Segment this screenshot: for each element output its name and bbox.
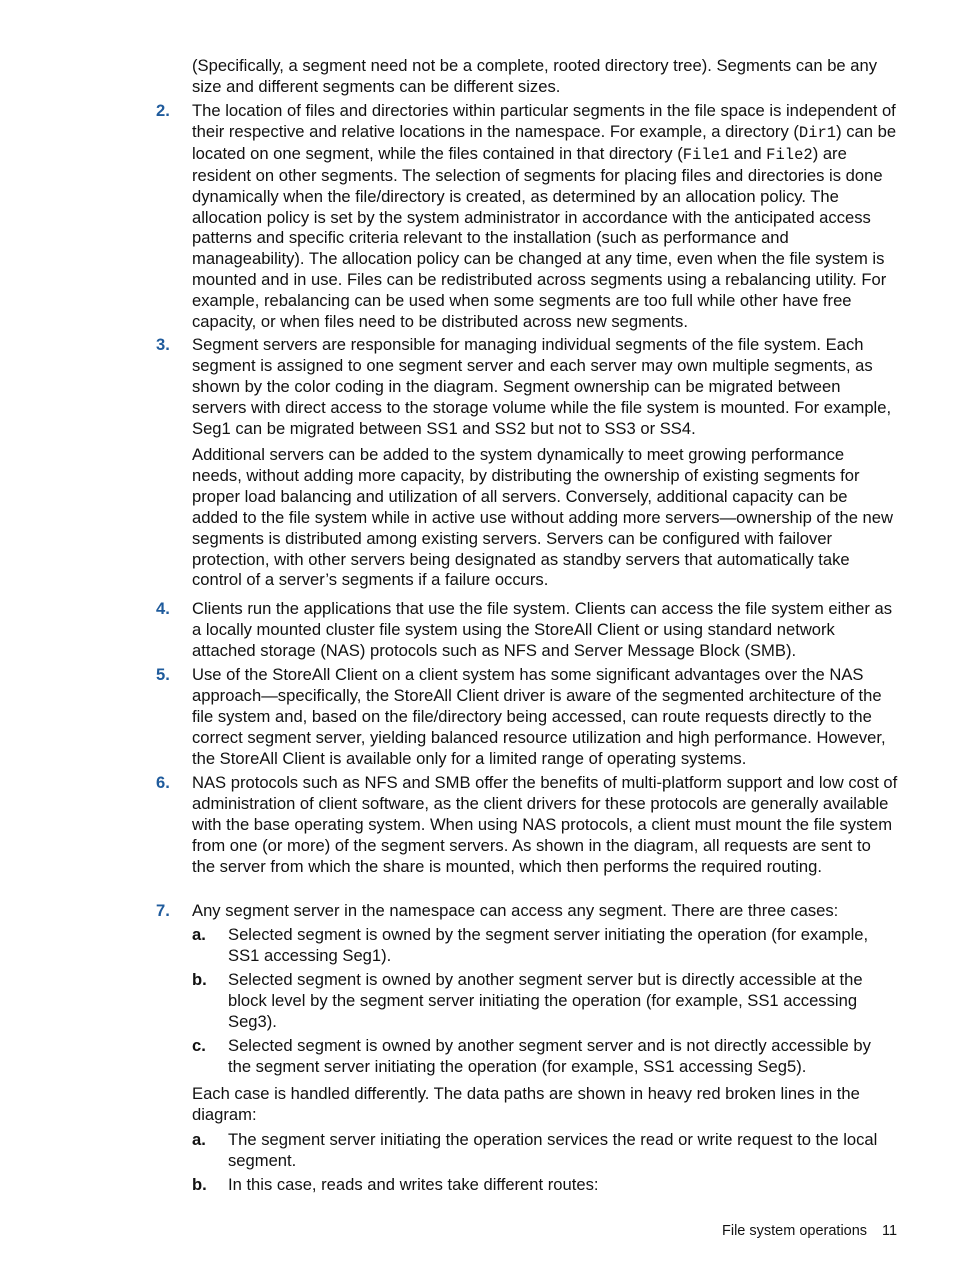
- list-item-3-continuation: Additional servers can be added to the system dynamically to meet growing performance needs, without adding more capacity, by distributing the ownership of existing segments for proper load balancing and utilization of all servers. Conversely, additional capacity can be added to the file system while in active use without adding more servers—ownership of the new segments is distributed among existing servers. Servers can be configured with failover protection, with other servers being designated as standby servers that automatically take control of a server’s segments if a failure occurs.: [192, 445, 893, 590]
- list-number-4: 4.: [156, 599, 170, 618]
- list-item-6-text: NAS protocols such as NFS and SMB offer the benefits of multi-platform support and low cost of administration of client software, as the client drivers for these protocols are generally available with the base operating system. When using NAS protocols, a client must mount the file system from one (or more) of the segment servers. As shown in the diagram, all requests are sent to the server from which the share is mounted, which then performs the required routing.: [192, 773, 898, 876]
- list-item-4-text: Clients run the applications that use the file system. Clients can access the file system either as a locally mounted cluster file system using the StoreAll Client or using standard network attached storage (NAS) protocols such as NFS and Server Message Block (SMB).: [192, 599, 893, 660]
- list-number-7: 7.: [156, 901, 170, 920]
- case-text-a: Selected segment is owned by the segment server initiating the operation (for example, SS1 accessing Seg1).: [228, 925, 869, 965]
- list-number-5: 5.: [156, 665, 170, 684]
- footer-section-title: File system operations: [722, 1223, 868, 1239]
- item-2-text-part-1: The location of files and directories within particular segments in the file space is independent of their respective and relative locations in the namespace. For example, a directory (: [192, 101, 896, 141]
- item-2-text-part-4: ) are resident on other segments. The selection of segments for placing files and directories is done dynamically when the file/directory is created, as determined by an allocation policy. The allocation policy is set by the system administrator in accordance with the anticipated access patterns and specific criteria relevant to the installation (such as performance and manageability). The allocation policy can be changed at any time, even when the file system is mounted and in use. Files can be redistributed across segments using a rebalancing utility. For example, rebalancing can be used when some segments are too full while other have free capacity, or when files need to be distributed across new segments.: [192, 143, 887, 332]
- list-number-6: 6.: [156, 773, 170, 792]
- handling-text-b: In this case, reads and writes take different routes:: [228, 1175, 599, 1194]
- code-file2: File2: [766, 145, 813, 164]
- code-file1: File1: [682, 145, 730, 164]
- list-number-2: 2.: [156, 101, 170, 120]
- intro-paragraph: (Specifically, a segment need not be a complete, rooted directory tree). Segments can be any size and different segments can be different sizes.: [192, 56, 878, 96]
- item-2-text-part-3: and: [729, 143, 767, 163]
- handling-text-a: The segment server initiating the operation services the read or write request to the local segment.: [228, 1130, 878, 1170]
- list-item-2-text: [192, 101, 898, 333]
- footer-page-number: 11: [882, 1223, 898, 1239]
- code-dir1: Dir1: [798, 123, 837, 142]
- handling-label-b: b.: [192, 1175, 207, 1194]
- case-label-b: b.: [192, 970, 207, 989]
- list-number-3: 3.: [156, 335, 170, 354]
- case-label-c: c.: [192, 1036, 206, 1055]
- list-item-3-text: Segment servers are responsible for managing individual segments of the file system. Each segment is assigned to one segment server and each server may own multiple segments, as shown by the color coding in the diagram. Segment ownership can be migrated between servers with direct access to the storage volume while the file system is mounted. For example, Seg1 can be migrated between SS1 and SS2 but not to SS3 or SS4.: [192, 335, 892, 438]
- case-text-b: Selected segment is owned by another segment server but is directly accessible at the block level by the segment server initiating the operation (for example, SS1 accessing Seg3).: [228, 970, 863, 1031]
- handling-label-a: a.: [192, 1130, 206, 1149]
- item-2-text-part-2: ) can be located on one segment, while the files contained in that directory (: [192, 121, 897, 163]
- list-item-5-text: Use of the StoreAll Client on a client system has some significant advantages over the NAS approach—specifically, the StoreAll Client driver is aware of the segmented architecture of the file system and, based on the file/directory being accessed, can route requests directly to the correct segment server, yielding balanced resource utilization and high performance. However, the StoreAll Client is available only for a limited range of operating systems.: [192, 665, 886, 768]
- case-label-a: a.: [192, 925, 206, 944]
- case-text-c: Selected segment is owned by another segment server and is not directly accessible by the segment server initiating the operation (for example, SS1 accessing Seg5).: [228, 1036, 871, 1076]
- handling-paragraph: Each case is handled differently. The data paths are shown in heavy red broken lines in the diagram:: [192, 1084, 860, 1124]
- list-item-7-text: Any segment server in the namespace can access any segment. There are three cases:: [192, 901, 839, 920]
